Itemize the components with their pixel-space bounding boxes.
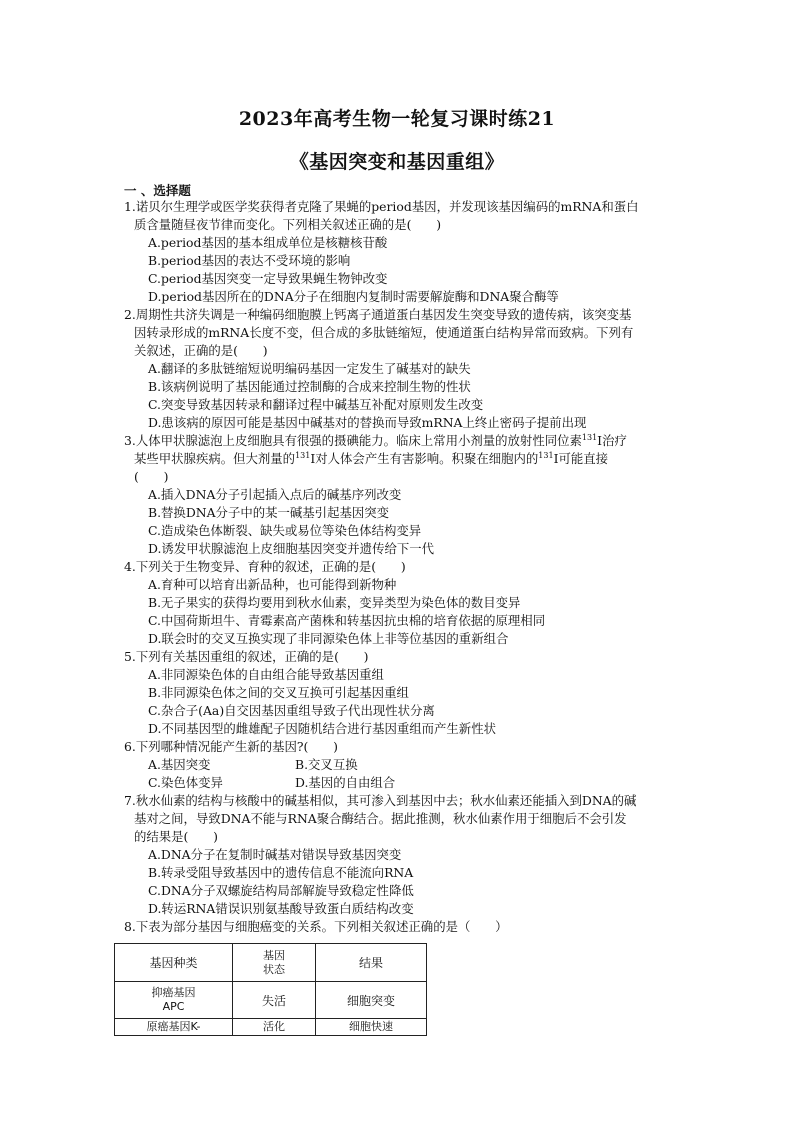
answer-option: B.非同源染色体之间的交叉互换可引起基因重组 — [148, 685, 409, 700]
text-segment: I可能直接 — [553, 451, 609, 466]
answer-option: A.基因突变 — [148, 757, 211, 772]
answer-option: A.翻译的多肽链缩短说明编码基因一定发生了碱基对的缺失 — [148, 361, 471, 376]
table-cell: 失活 — [233, 982, 316, 1019]
answer-option: B.交叉互换 — [295, 757, 358, 772]
answer-option: B.无子果实的获得均要用到秋水仙素，变异类型为染色体的数目变异 — [148, 595, 521, 610]
cell-line: 抑癌基因 — [151, 986, 196, 999]
text-segment: 某些甲状腺疾病。但大剂量的 — [134, 451, 296, 466]
answer-option: A.插入DNA分子引起插入点后的碱基序列改变 — [148, 487, 402, 502]
answer-option: C.突变导致基因转录和翻译过程中碱基互补配对原则发生改变 — [148, 397, 484, 412]
question-text: 关叙述，正确的是( ) — [134, 343, 268, 358]
question-text: 7.秋水仙素的结构与核酸中的碱基相似，其可渗入到基因中去；秋水仙素还能插入到DNA的碱 — [124, 793, 637, 808]
question-text: 因转录形成的mRNA长度不变，但合成的多肽链缩短，使通道蛋白结构异常而致病。下列有 — [134, 325, 634, 340]
table-cell — [115, 982, 233, 1019]
question-6 — [124, 738, 684, 792]
isotope-superscript: 131 — [581, 433, 598, 442]
answer-option: B.替换DNA分子中的某一碱基引起基因突变 — [148, 505, 390, 520]
answer-option: A.period基因的基本组成单位是核糖核苷酸 — [148, 235, 388, 250]
isotope-superscript: 131 — [295, 451, 311, 460]
question-text: 1.诺贝尔生理学或医学奖获得者克隆了果蝇的period基因，并发现该基因编码的mRNA和蛋白 — [124, 199, 639, 214]
question-text: 8.下表为部分基因与细胞癌变的关系。下列相关叙述正确的是（ ） — [124, 919, 508, 934]
answer-option: C.中国荷斯坦牛、青霉素高产菌株和转基因抗虫棉的培育依据的原理相同 — [148, 613, 546, 628]
answer-option: A.育种可以培育出新品种，也可能得到新物种 — [148, 577, 397, 592]
section-heading: 一 、选择题 — [124, 183, 191, 198]
table-header-cell — [233, 944, 316, 982]
answer-option: B.period基因的表达不受环境的影响 — [148, 253, 351, 268]
answer-option: C.染色体变异 — [148, 775, 223, 790]
question-text: 5.下列有关基因重组的叙述，正确的是( ) — [124, 649, 369, 664]
answer-option: A.非同源染色体的自由组合能导致基因重组 — [148, 667, 384, 682]
question-list — [124, 198, 684, 936]
answer-option: B.该病例说明了基因能通过控制酶的合成来控制生物的性状 — [148, 379, 471, 394]
table-cell: 细胞突变 — [316, 982, 427, 1019]
answer-option: C.period基因突变一定导致果蝇生物钟改变 — [148, 271, 388, 286]
answer-option-row — [124, 774, 684, 792]
question-3 — [124, 432, 684, 558]
answer-option: D.period基因所在的DNA分子在细胞内复制时需要解旋酶和DNA聚合酶等 — [148, 289, 559, 304]
table-cell: 细胞快速 — [316, 1019, 427, 1036]
question-text: 基对之间，导致DNA不能与RNA聚合酶结合。据此推测，秋水仙素作用于细胞后不会引发 — [134, 811, 627, 826]
answer-option: A.DNA分子在复制时碱基对错误导致基因突变 — [148, 847, 402, 862]
table-cell: 活化 — [233, 1019, 316, 1036]
header-line: 基因 — [263, 948, 285, 962]
isotope-superscript: 131 — [538, 451, 554, 460]
text-segment: I对人体会产生有害影响。积聚在细胞内的 — [310, 451, 539, 466]
answer-option: D.患该病的原因可能是基因中碱基对的替换而导致mRNA上终止密码子提前出现 — [148, 415, 587, 430]
answer-option: C.杂合子(Aa)自交因基因重组导致子代出现性状分离 — [148, 703, 435, 718]
answer-option: D.诱发甲状腺滤泡上皮细胞基因突变并遗传给下一代 — [148, 541, 435, 556]
question-1 — [124, 198, 684, 306]
text-segment: I治疗 — [597, 433, 627, 448]
gene-table — [114, 943, 427, 1036]
answer-option: D.联会时的交叉互换实现了非同源染色体上非等位基因的重新组合 — [148, 631, 509, 646]
question-text — [124, 432, 684, 450]
document-title: 2023年高考生物一轮复习课时练21 — [238, 108, 556, 130]
question-text: 质含量随昼夜节律而变化。下列相关叙述正确的是( ) — [134, 217, 442, 232]
question-2 — [124, 306, 684, 432]
table-header-cell: 基因种类 — [115, 944, 233, 982]
answer-option: D.不同基因型的雌雄配子因随机结合进行基因重组而产生新性状 — [148, 721, 496, 736]
question-text: ( ) — [134, 469, 169, 484]
question-text: 的结果是( ) — [134, 829, 219, 844]
question-8 — [124, 918, 684, 936]
answer-option: D.转运RNA错误识别氨基酸导致蛋白质结构改变 — [148, 901, 414, 916]
table-cell: 原癌基因K- — [115, 1019, 233, 1036]
question-text: 4.下列关于生物变异、育种的叙述，正确的是( ) — [124, 559, 406, 574]
question-text: 2.周期性共济失调是一种编码细胞膜上钙离子通道蛋白基因发生突变导致的遗传病，该突变基 — [124, 307, 632, 322]
header-line: 状态 — [263, 962, 285, 976]
question-7 — [124, 792, 684, 918]
document-subtitle: 《基因突变和基因重组》 — [289, 151, 505, 173]
question-text: 6.下列哪种情况能产生新的基因?( ) — [124, 739, 338, 754]
answer-option: D.基因的自由组合 — [295, 775, 396, 790]
table-row — [115, 982, 427, 1019]
question-text — [124, 450, 684, 468]
question-4 — [124, 558, 684, 648]
table-row — [115, 1019, 427, 1036]
cell-line: APC — [162, 1000, 185, 1013]
question-5 — [124, 648, 684, 738]
text-segment: 3.人体甲状腺滤泡上皮细胞具有很强的摄碘能力。临床上常用小剂量的放射性同位素 — [124, 433, 582, 448]
answer-option: C.造成染色体断裂、缺失或易位等染色体结构变异 — [148, 523, 422, 538]
answer-option: B.转录受阻导致基因中的遗传信息不能流向RNA — [148, 865, 414, 880]
answer-option-row — [124, 756, 684, 774]
table-header-cell: 结果 — [316, 944, 427, 982]
table-header-row — [115, 944, 427, 982]
answer-option: C.DNA分子双螺旋结构局部解旋导致稳定性降低 — [148, 883, 414, 898]
